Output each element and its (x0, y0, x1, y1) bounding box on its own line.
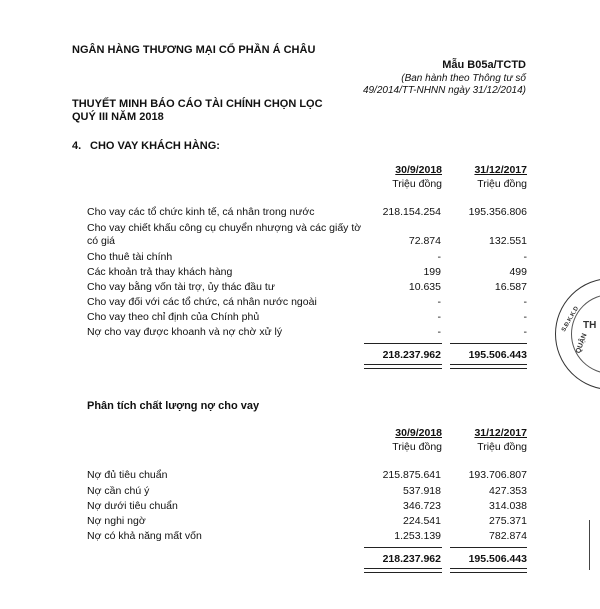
quality-col2-unit: Triệu đồng (477, 441, 527, 453)
col1-header (360, 164, 442, 190)
row-value-2017: 16.587 (494, 281, 527, 293)
row-value-2017: - (523, 326, 527, 338)
row-value-2017: - (523, 251, 527, 263)
row-value-2017: 427.353 (489, 485, 527, 497)
row-value-2018: 199 (423, 266, 441, 278)
document-title-line-1: THUYẾT MINH BÁO CÁO TÀI CHÍNH CHỌN LỌC (72, 98, 323, 110)
row-value-2017: 782.874 (489, 530, 527, 542)
form-note-line-2: 49/2014/TT-NHNN ngày 31/12/2014) (362, 85, 526, 96)
row-value-2018: 218.154.254 (382, 206, 441, 218)
total-rule-2018 (364, 343, 442, 344)
col2-header (444, 164, 527, 190)
stamp-text-ring: S.Đ.K.K.D (561, 305, 581, 333)
double-rule-2017 (450, 364, 527, 369)
row-label: Cho vay theo chỉ định của Chính phủ (87, 311, 260, 323)
quality-col1-header (360, 427, 442, 453)
row-label: Nợ dưới tiêu chuẩn (87, 500, 178, 512)
section-number: 4. (72, 140, 82, 152)
row-value-2017: 314.038 (489, 500, 527, 512)
row-label: Các khoản trả thay khách hàng (87, 266, 233, 278)
row-label: Nợ nghi ngờ (87, 515, 146, 527)
total-value-2018: 218.237.962 (382, 349, 441, 361)
stamp-text-bottom: QUẬN (575, 332, 589, 355)
row-value-2017: 499 (509, 266, 527, 278)
page-edge-mark (589, 520, 590, 570)
quality-double-rule-2017 (450, 568, 527, 573)
row-value-2018: 10.635 (408, 281, 441, 293)
row-value-2018: 215.875.641 (382, 469, 441, 481)
row-label: Nợ đủ tiêu chuẩn (87, 469, 168, 481)
quality-total-rule-2017 (450, 547, 527, 548)
quality-heading: Phân tích chất lượng nợ cho vay (87, 400, 260, 412)
quality-total-rule-2018 (364, 547, 442, 548)
row-value-2017: - (523, 296, 527, 308)
row-value-2017: 193.706.807 (468, 469, 527, 481)
quality-col1-date: 30/9/2018 (395, 427, 442, 439)
quality-total-value-2017: 195.506.443 (468, 553, 527, 565)
total-value-2017: 195.506.443 (468, 349, 527, 361)
row-label: Nợ có khả năng mất vốn (87, 530, 202, 542)
section-title: CHO VAY KHÁCH HÀNG: (90, 140, 220, 152)
col2-unit: Triệu đồng (477, 178, 527, 190)
row-value-2018: 346.723 (403, 500, 441, 512)
row-label: Cho vay chiết khấu công cụ chuyển nhượng và các giấy tờ có giá (87, 222, 362, 247)
total-rule-2017 (450, 343, 527, 344)
row-label: Cho vay đối với các tổ chức, cá nhân nước ngoài (87, 296, 317, 308)
stamp-text-top: TH (583, 320, 597, 331)
col2-date: 31/12/2017 (474, 164, 527, 176)
form-note (363, 73, 526, 97)
row-value-2018: - (437, 251, 441, 263)
row-value-2017: - (523, 311, 527, 323)
row-label: Cho vay bằng vốn tài trợ, ủy thác đầu tư (87, 281, 275, 293)
row-value-2018: 1.253.139 (394, 530, 441, 542)
row-label: Cho thuê tài chính (87, 251, 173, 263)
row-label: Cho vay các tổ chức kinh tế, cá nhân trong nước (87, 206, 315, 218)
document-title (72, 98, 323, 124)
row-value-2018: - (437, 296, 441, 308)
col1-date: 30/9/2018 (395, 164, 442, 176)
row-value-2017: 275.371 (489, 515, 527, 527)
quality-col1-unit: Triệu đồng (392, 441, 442, 453)
row-value-2018: 224.541 (403, 515, 441, 527)
quality-total-value-2018: 218.237.962 (382, 553, 441, 565)
form-code: Mẫu B05a/TCTD (442, 59, 526, 71)
double-rule-2018 (364, 364, 442, 369)
quality-col2-header (444, 427, 527, 453)
row-value-2017: 132.551 (489, 235, 527, 247)
row-value-2018: - (437, 311, 441, 323)
row-value-2017: 195.356.806 (468, 206, 527, 218)
bank-name: NGÂN HÀNG THƯƠNG MẠI CỔ PHẦN Á CHÂU (72, 44, 316, 56)
row-value-2018: 72.874 (408, 235, 441, 247)
row-label: Nợ cho vay được khoanh và nợ chờ xử lý (87, 326, 283, 338)
row-value-2018: 537.918 (403, 485, 441, 497)
row-label: Nợ cần chú ý (87, 485, 150, 497)
row-value-2018: - (437, 326, 441, 338)
quality-double-rule-2018 (364, 568, 442, 573)
form-note-line-1: (Ban hành theo Thông tư số (401, 73, 526, 84)
col1-unit: Triệu đồng (392, 178, 442, 190)
section-heading (72, 140, 220, 152)
document-title-line-2: QUÝ III NĂM 2018 (72, 111, 164, 123)
quality-col2-date: 31/12/2017 (474, 427, 527, 439)
